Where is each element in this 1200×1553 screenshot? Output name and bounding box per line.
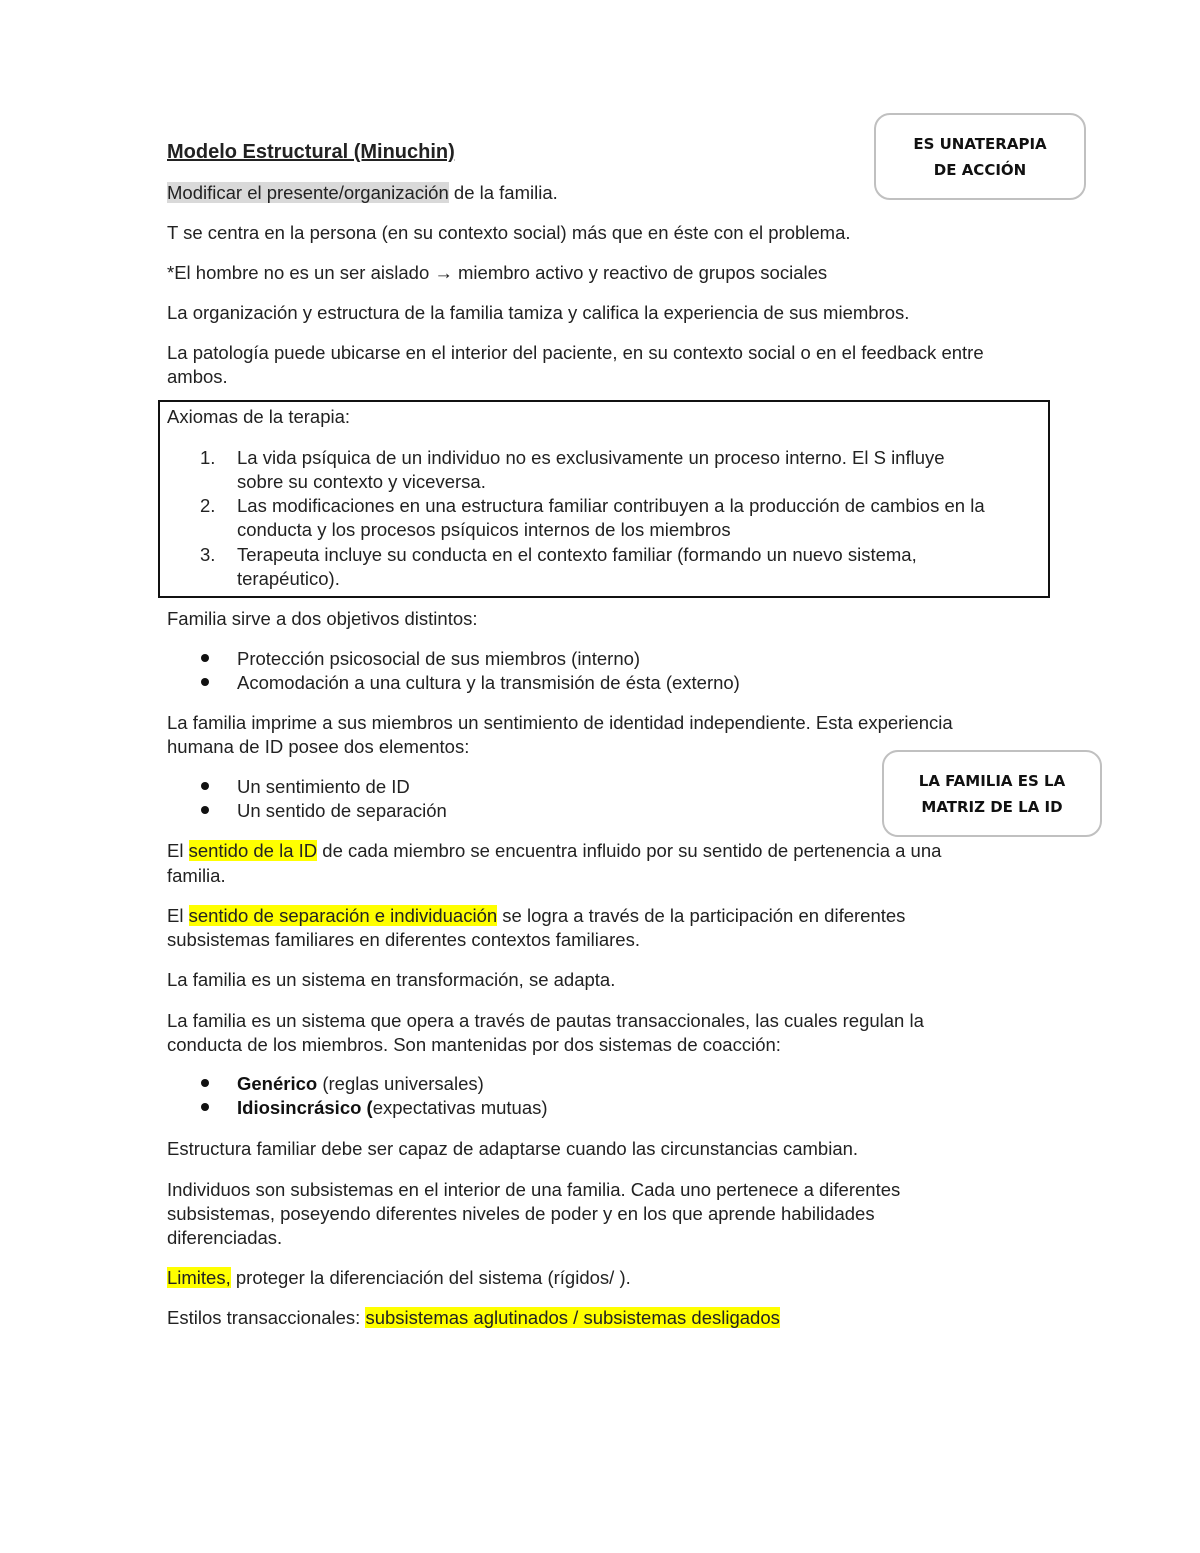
callout-action-text: ES UNATERAPIA DE ACCIÓN	[913, 134, 1047, 179]
paragraph-limits: Limites, proteger la diferenciación del sistema (rígidos/ ).	[167, 1267, 631, 1288]
highlight-gray: Modificar el presente/organización	[167, 182, 449, 203]
patterns-line1: La familia es un sistema que opera a través de pautas transaccionales, las cuales regulan la	[167, 1010, 924, 1031]
axiom-number: 2.	[200, 495, 216, 516]
callout-family-matrix	[882, 750, 1102, 837]
bullet-icon	[201, 782, 209, 790]
subsystems-line3: diferenciadas.	[167, 1227, 283, 1248]
callout-action-therapy	[874, 113, 1086, 200]
paragraph-modify-present: Modificar el presente/organización de la familia.	[167, 182, 558, 203]
highlight-yellow: subsistemas aglutinados / subsistemas desligados	[365, 1307, 780, 1328]
axiom-number: 3.	[200, 544, 216, 565]
axiom-item-3-line1: Terapeuta incluye su conducta en el contexto familiar (formando un nuevo sistema,	[237, 544, 917, 565]
coercion-item: Idiosincrásico (expectativas mutuas)	[237, 1097, 548, 1118]
bullet-icon	[201, 1103, 209, 1111]
objectives-intro: Familia sirve a dos objetivos distintos:	[167, 608, 478, 629]
axioms-heading: Axiomas de la terapia:	[167, 406, 351, 427]
coercion-item: Genérico (reglas universales)	[237, 1073, 484, 1094]
paragraph-structure: Estructura familiar debe ser capaz de adaptarse cuando las circunstancias cambian.	[167, 1138, 859, 1159]
axiom-item-2-line2: conducta y los procesos psíquicos internos de los miembros	[237, 519, 731, 540]
sense-sep-line1: El sentido de separación e individuación se logra a través de la participación en diferentes	[167, 905, 906, 926]
page-title: Modelo Estructural (Minuchin)	[167, 141, 455, 163]
paragraph-transformation: La familia es un sistema en transformación, se adapta.	[167, 969, 616, 990]
bullet-icon	[201, 1079, 209, 1087]
patterns-line2: conducta de los miembros. Son mantenidas por dos sistemas de coacción:	[167, 1034, 781, 1055]
identity-line1: La familia imprime a sus miembros un sentimiento de identidad independiente. Esta experiencia	[167, 712, 953, 733]
objective-item: Acomodación a una cultura y la transmisión de ésta (externo)	[237, 672, 740, 693]
paragraph-styles: Estilos transaccionales: subsistemas aglutinados / subsistemas desligados	[167, 1307, 780, 1328]
sense-sep-line2: subsistemas familiares en diferentes contextos familiares.	[167, 929, 640, 950]
bullet-icon	[201, 806, 209, 814]
subsystems-line2: subsistemas, poseyendo diferentes niveles de poder y en los que aprende habilidades	[167, 1203, 875, 1224]
paragraph-organization: La organización y estructura de la familia tamiza y califica la experiencia de sus miembros.	[167, 302, 910, 323]
bullet-icon	[201, 678, 209, 686]
identity-item: Un sentimiento de ID	[237, 776, 410, 797]
objective-item: Protección psicosocial de sus miembros (interno)	[237, 648, 641, 669]
paragraph-man-not-isolated: *El hombre no es un ser aislado → miembro activo y reactivo de grupos sociales	[167, 262, 828, 283]
paragraph-pathology-line1: La patología puede ubicarse en el interior del paciente, en su contexto social o en el feedback entre	[167, 342, 984, 363]
callout-matrix-text: LA FAMILIA ES LA MATRIZ DE LA ID	[918, 771, 1066, 816]
axiom-item-3-line2: terapéutico).	[237, 568, 340, 589]
axiom-number: 1.	[200, 447, 216, 468]
axiom-item-2-line1: Las modificaciones en una estructura familiar contribuyen a la producción de cambios en la	[237, 495, 985, 516]
sense-id-line2: familia.	[167, 865, 226, 886]
sense-id-line1: El sentido de la ID de cada miembro se encuentra influido por su sentido de pertenencia a una	[167, 840, 942, 861]
axiom-item-1-line1: La vida psíquica de un individuo no es exclusivamente un proceso interno. El S influye	[237, 447, 945, 468]
highlight-yellow: Limites,	[167, 1267, 231, 1288]
subsystems-line1: Individuos son subsistemas en el interior de una familia. Cada uno pertenece a diferentes	[167, 1179, 901, 1200]
paragraph-person-focus: T se centra en la persona (en su contexto social) más que en éste con el problema.	[167, 222, 851, 243]
highlight-yellow: sentido de separación e individuación	[188, 905, 498, 926]
axiom-item-1-line2: sobre su contexto y viceversa.	[237, 471, 486, 492]
identity-line2: humana de ID posee dos elementos:	[167, 736, 470, 757]
paragraph-pathology-line2: ambos.	[167, 366, 228, 387]
identity-item: Un sentido de separación	[237, 800, 447, 821]
highlight-yellow: sentido de la ID	[188, 840, 318, 861]
bullet-icon	[201, 654, 209, 662]
